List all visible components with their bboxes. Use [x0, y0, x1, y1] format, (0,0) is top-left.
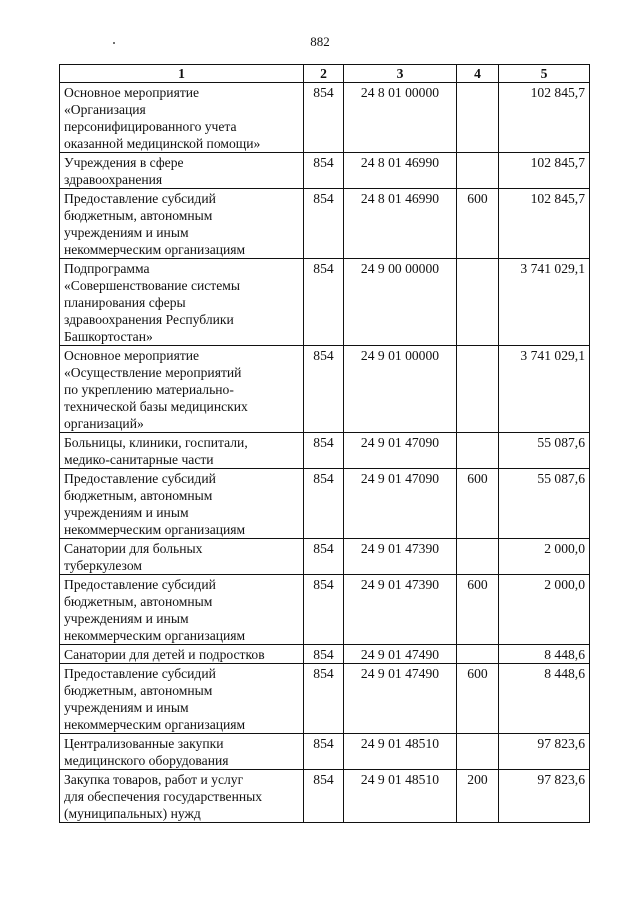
- expense-type-cell: 600: [457, 664, 499, 734]
- department-code-cell: 854: [304, 575, 344, 645]
- amount-cell: 102 845,7: [499, 83, 590, 153]
- expense-type-cell: [457, 539, 499, 575]
- department-code-cell: 854: [304, 539, 344, 575]
- target-article-code-cell: 24 9 01 00000: [344, 346, 457, 433]
- department-code-cell: 854: [304, 645, 344, 664]
- amount-cell: 55 087,6: [499, 433, 590, 469]
- item-name-cell: Основное мероприятие «Осуществление мероприятий по укреплению материально- технической базы медицинских организаций»: [60, 346, 304, 433]
- department-code-cell: 854: [304, 469, 344, 539]
- amount-cell: 97 823,6: [499, 770, 590, 823]
- department-code-cell: 854: [304, 83, 344, 153]
- table-row: [60, 734, 590, 770]
- department-code-cell: 854: [304, 346, 344, 433]
- amount-cell: 102 845,7: [499, 189, 590, 259]
- target-article-code-cell: 24 9 01 47490: [344, 664, 457, 734]
- amount-cell: 2 000,0: [499, 575, 590, 645]
- expense-type-cell: [457, 645, 499, 664]
- target-article-code-cell: 24 9 01 48510: [344, 734, 457, 770]
- item-name-cell: Предоставление субсидий бюджетным, автономным учреждениям и иным некоммерческим организациям: [60, 189, 304, 259]
- table-row: [60, 153, 590, 189]
- budget-table: [59, 64, 590, 823]
- department-code-cell: 854: [304, 259, 344, 346]
- expense-type-cell: 600: [457, 189, 499, 259]
- department-code-cell: 854: [304, 770, 344, 823]
- expense-type-cell: [457, 433, 499, 469]
- expense-type-cell: [457, 153, 499, 189]
- item-name-cell: Санатории для детей и подростков: [60, 645, 304, 664]
- expense-type-cell: [457, 259, 499, 346]
- column-header-5: 5: [499, 65, 590, 83]
- table-row: [60, 259, 590, 346]
- department-code-cell: 854: [304, 189, 344, 259]
- column-header-2: 2: [304, 65, 344, 83]
- table-row: [60, 346, 590, 433]
- target-article-code-cell: 24 8 01 00000: [344, 83, 457, 153]
- department-code-cell: 854: [304, 433, 344, 469]
- amount-cell: 8 448,6: [499, 645, 590, 664]
- item-name-cell: Централизованные закупки медицинского оборудования: [60, 734, 304, 770]
- target-article-code-cell: 24 9 01 47090: [344, 469, 457, 539]
- target-article-code-cell: 24 8 01 46990: [344, 153, 457, 189]
- amount-cell: 3 741 029,1: [499, 259, 590, 346]
- amount-cell: 8 448,6: [499, 664, 590, 734]
- item-name-cell: Закупка товаров, работ и услуг для обеспечения государственных (муниципальных) нужд: [60, 770, 304, 823]
- item-name-cell: Предоставление субсидий бюджетным, автономным учреждениям и иным некоммерческим организациям: [60, 664, 304, 734]
- target-article-code-cell: 24 9 00 00000: [344, 259, 457, 346]
- target-article-code-cell: 24 9 01 47390: [344, 539, 457, 575]
- table-body: [60, 83, 590, 823]
- amount-cell: 55 087,6: [499, 469, 590, 539]
- target-article-code-cell: 24 9 01 47090: [344, 433, 457, 469]
- item-name-cell: Предоставление субсидий бюджетным, автономным учреждениям и иным некоммерческим организациям: [60, 469, 304, 539]
- item-name-cell: Предоставление субсидий бюджетным, автономным учреждениям и иным некоммерческим организациям: [60, 575, 304, 645]
- item-name-cell: Больницы, клиники, госпитали, медико-санитарные части: [60, 433, 304, 469]
- table-row: [60, 83, 590, 153]
- table-header-row: [60, 65, 590, 83]
- expense-type-cell: 200: [457, 770, 499, 823]
- item-name-cell: Подпрограмма «Совершенствование системы планирования сферы здравоохранения Республики Башкортостан»: [60, 259, 304, 346]
- table-row: [60, 469, 590, 539]
- department-code-cell: 854: [304, 153, 344, 189]
- expense-type-cell: [457, 346, 499, 433]
- table-row: [60, 539, 590, 575]
- department-code-cell: 854: [304, 734, 344, 770]
- table-row: [60, 575, 590, 645]
- page-number: 882: [310, 34, 330, 49]
- amount-cell: 3 741 029,1: [499, 346, 590, 433]
- table-row: [60, 645, 590, 664]
- amount-cell: 102 845,7: [499, 153, 590, 189]
- expense-type-cell: [457, 83, 499, 153]
- table-row: [60, 433, 590, 469]
- expense-type-cell: [457, 734, 499, 770]
- target-article-code-cell: 24 9 01 48510: [344, 770, 457, 823]
- scan-speck: [113, 42, 115, 44]
- amount-cell: 97 823,6: [499, 734, 590, 770]
- expense-type-cell: 600: [457, 575, 499, 645]
- item-name-cell: Основное мероприятие «Организация персонифицированного учета оказанной медицинской помощи»: [60, 83, 304, 153]
- item-name-cell: Учреждения в сфере здравоохранения: [60, 153, 304, 189]
- item-name-cell: Санатории для больных туберкулезом: [60, 539, 304, 575]
- target-article-code-cell: 24 9 01 47390: [344, 575, 457, 645]
- table-row: [60, 770, 590, 823]
- target-article-code-cell: 24 9 01 47490: [344, 645, 457, 664]
- department-code-cell: 854: [304, 664, 344, 734]
- column-header-3: 3: [344, 65, 457, 83]
- column-header-1: 1: [60, 65, 304, 83]
- table-row: [60, 664, 590, 734]
- amount-cell: 2 000,0: [499, 539, 590, 575]
- target-article-code-cell: 24 8 01 46990: [344, 189, 457, 259]
- column-header-4: 4: [457, 65, 499, 83]
- table-row: [60, 189, 590, 259]
- expense-type-cell: 600: [457, 469, 499, 539]
